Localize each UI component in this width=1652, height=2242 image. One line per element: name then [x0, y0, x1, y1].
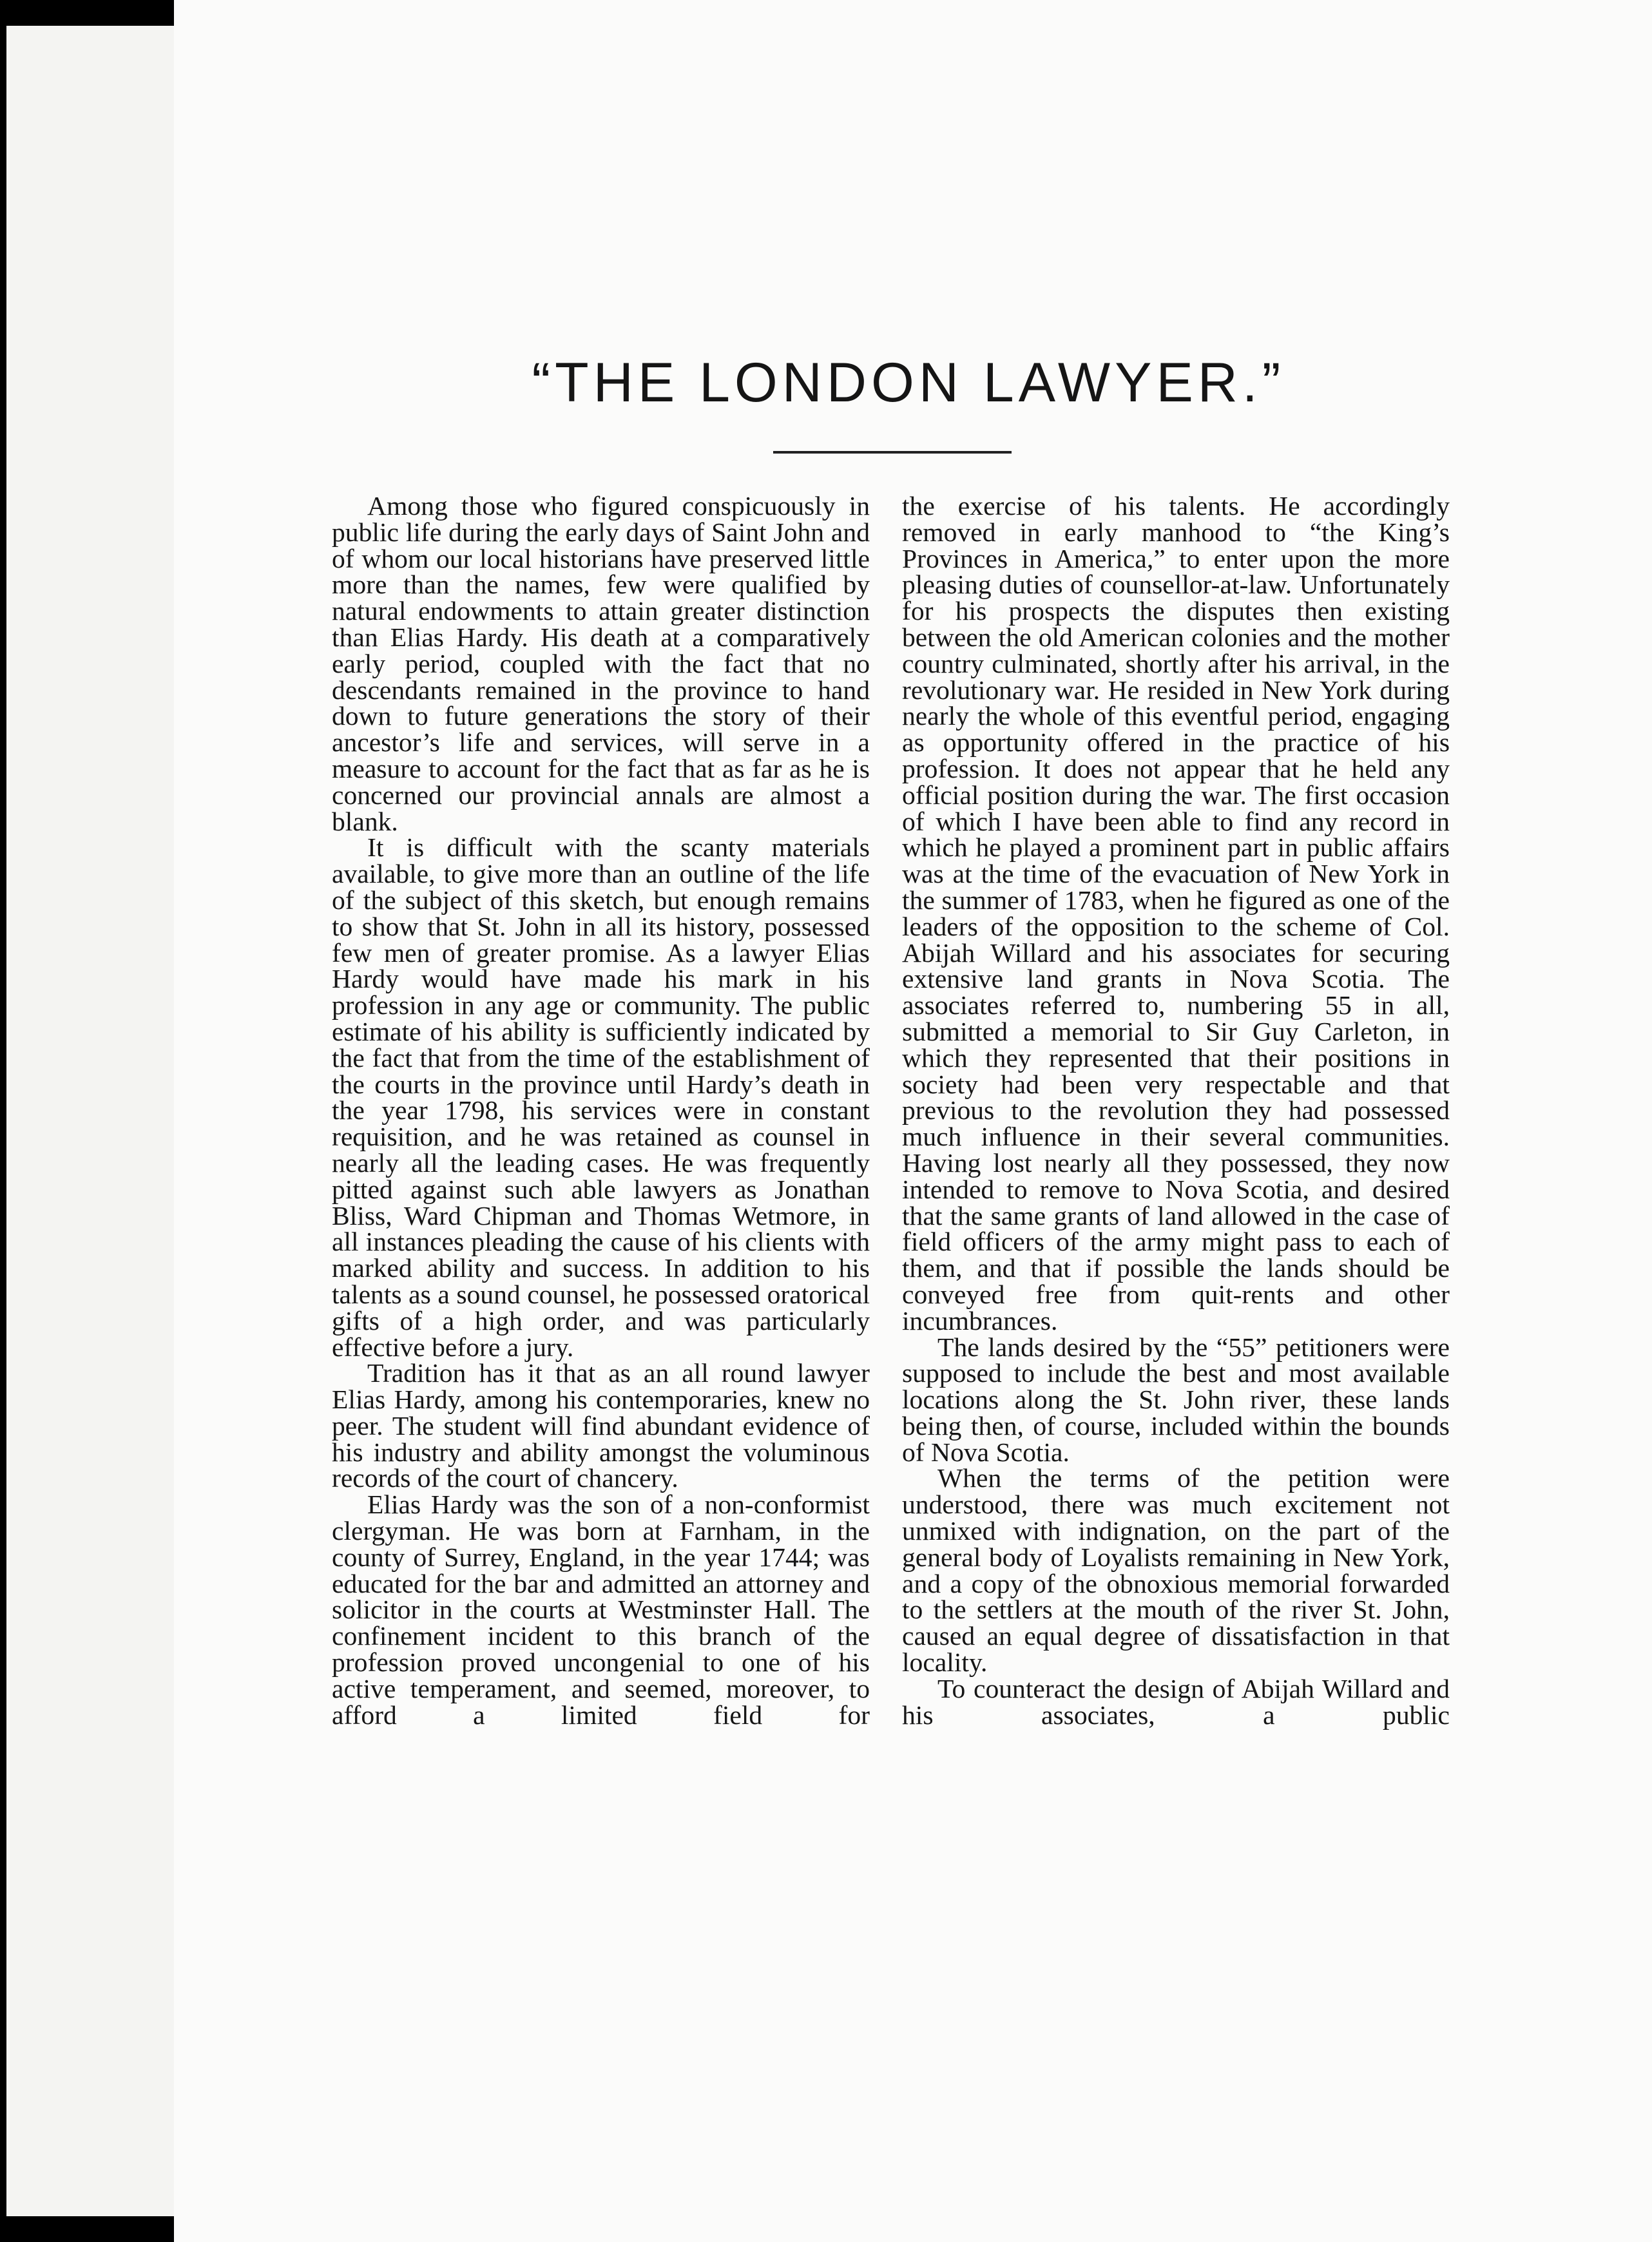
paragraph: Tradition has it that as an all round lawyer Elias Hardy, among his contemporaries, knew no peer. The student will find abundant evidence of his industry and ability amongst the voluminous records of the court of chancery. — [332, 1358, 870, 1493]
right-column — [902, 493, 1450, 1728]
paragraph: To counteract the design of Abijah Willard and his associates, a public — [902, 1673, 1450, 1730]
title-divider — [773, 451, 1012, 454]
paragraph: Among those who figured conspicuously in public life during the early days of Saint John and of whom our local historians have preserved little more than the names, few were qualified by natural endowments to attain greater distinction than Elias Hardy. His death at a comparatively early period, coupled with the fact that no descendants remained in the province to hand down to future generations the story of their ancestor’s life and services, will serve in a measure to account for the fact that as far as he is concerned our provincial annals are almost a blank. — [332, 491, 870, 836]
paragraph: The lands desired by the “55” petitioners were supposed to include the best and most available locations along the St. John river, these lands being then, of course, included within the bounds of Nova Scotia. — [902, 1332, 1450, 1467]
paragraph: Elias Hardy was the son of a non-conformist clergyman. He was born at Farnham, in the county of Surrey, England, in the year 1744; was educated for the bar and admitted an attorney and solicitor in the courts at Westminster Hall. The confinement incident to this branch of the profession proved uncongenial to one of his active temperament, and seemed, moreover, to afford a limited field for — [332, 1490, 870, 1730]
article-title: “THE LONDON LAWYER.” — [532, 352, 1285, 414]
paragraph: When the terms of the petition were understood, there was much excitement not unmixed with indignation, on the part of the general body of Loyalists remaining in New York, and a copy of the obnoxious memorial forwarded to the settlers at the mouth of the river St. John, caused an equal degree of dissatisfaction in that locality. — [902, 1463, 1450, 1678]
adjacent-page-edge — [6, 26, 197, 2216]
paragraph: the exercise of his talents. He accordingly removed in early manhood to “the King’s Provinces in America,” to enter upon the more pleasing duties of counsellor-at-law. Unfortunately for his prospects the disputes then existing between the old American colonies and the mother country culminated, shortly after his arrival, in the revolutionary war. He resided in New York during nearly the whole of this eventful period, engaging as opportunity offered in the practice of his profession. It does not appear that he held any official position during the war. The first occasion of which I have been able to find any record in which he played a prominent part in public affairs was at the time of the evacuation of New York in the summer of 1783, when he figured as one of the leaders of the opposition to the scheme of Col. Abijah Willard and his associates for securing extensive land grants in Nova Scotia. The associates referred to, numbering 55 in all, submitted a memorial to Sir Guy Carleton, in which they represented that their positions in society had been very respectable and that previous to the revolution they had possessed much influence in their several communities. Having lost nearly all they possessed, they now intended to remove to Nova Scotia, and desired that the same grants of land allowed in the case of field officers of the army might pass to each of them, and that if possible the lands should be conveyed free from quit-rents and other incumbrances. — [902, 491, 1450, 1336]
paragraph: It is difficult with the scanty materials available, to give more than an outline of the life of the subject of this sketch, but enough remains to show that St. John in all its history, possessed few men of greater promise. As a lawyer Elias Hardy would have made his mark in his profession in any age or community. The public estimate of his ability is sufficiently indicated by the fact that from the time of the establishment of the courts in the province until Hardy’s death in the year 1798, his services were in constant requisition, and he was retained as counsel in nearly all the leading cases. He was frequently pitted against such able lawyers as Jonathan Bliss, Ward Chipman and Thomas Wetmore, in all instances pleading the cause of his clients with marked ability and success. In addition to his talents as a sound counsel, he possessed oratorical gifts of a high order, and was particularly effective before a jury. — [332, 832, 870, 1362]
left-column — [332, 493, 870, 1728]
